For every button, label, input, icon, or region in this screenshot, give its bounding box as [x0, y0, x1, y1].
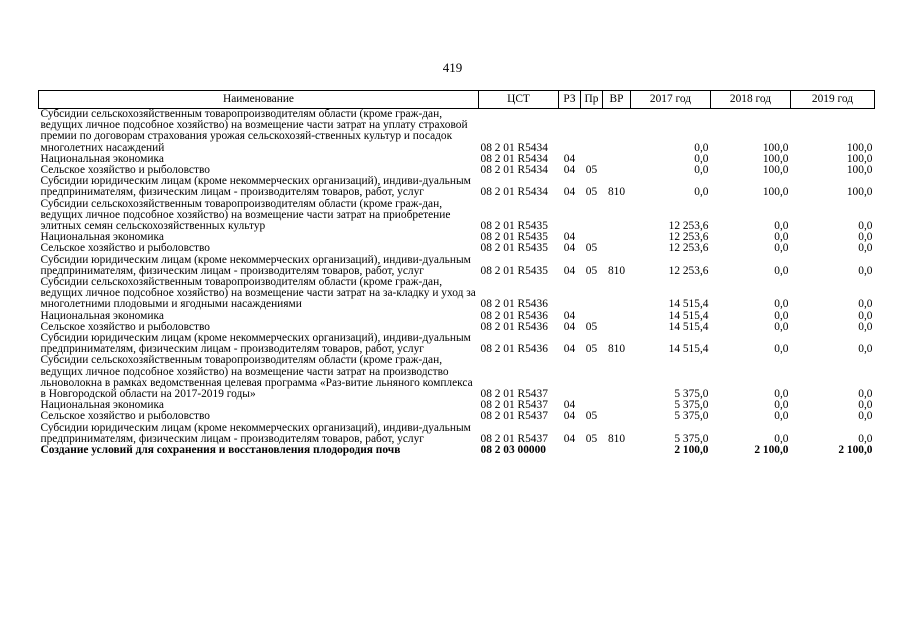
header-2017: 2017 год: [631, 91, 711, 109]
row-2017: 0,0: [694, 186, 709, 199]
row-2017: 12 253,6: [668, 231, 709, 244]
row-rz: 04: [563, 410, 576, 423]
header-vr: ВР: [603, 91, 631, 109]
row-2019: 0,0: [858, 432, 873, 445]
row-name: Субсидии сельскохозяйственным товаропроизводителям области (кроме граж-дан, ведущих личное подсобное хозяйство) на возмещение части затрат на приобретение элитных семян сельскохозяйственных культур: [40, 197, 451, 233]
row-vr: [603, 243, 631, 254]
row-rz: 04: [563, 399, 576, 412]
header-code: ЦСТ: [479, 91, 559, 109]
row-2018: 2 100,0: [754, 444, 789, 457]
row-rz: 04: [563, 432, 576, 445]
row-2017: 0,0: [694, 152, 709, 165]
row-2017: 5 375,0: [674, 399, 709, 412]
row-code: 08 2 01 R5435: [480, 220, 548, 233]
row-name: Субсидии сельскохозяйственным товаропроизводителям области (кроме граж-дан, ведущих личное подсобное хозяйство) на возмещение части затрат на за-кладку и уход за многолетними плодовыми и ягодными насаждениями: [40, 276, 476, 311]
row-pr: 05: [585, 264, 598, 277]
header-2019: 2019 год: [791, 91, 875, 109]
row-2018: 0,0: [774, 264, 789, 277]
row-2019: 0,0: [858, 298, 873, 311]
row-name: Национальная экономика: [40, 231, 164, 244]
row-2019: 0,0: [858, 309, 873, 322]
row-vr: 810: [607, 432, 626, 445]
row-vr: 810: [607, 264, 626, 277]
row-name: Субсидии юридическим лицам (кроме некоммерческих организаций), индиви-дуальным предпринимателям, физическим лицам - производителям товаров, работ, услуг: [40, 421, 471, 445]
row-vr: [603, 411, 631, 422]
row-pr: 05: [585, 410, 598, 423]
row-2018: 0,0: [774, 432, 789, 445]
row-code: 08 2 01 R5435: [480, 264, 548, 277]
row-rz: [559, 109, 581, 154]
row-name: Субсидии юридическим лицам (кроме некоммерческих организаций), индиви-дуальным предпринимателям, физическим лицам - производителям товаров, работ, услуг: [40, 332, 471, 356]
row-pr: [581, 445, 603, 456]
row-code: 08 2 01 R5436: [480, 298, 548, 311]
row-vr: [603, 232, 631, 243]
row-2019: 0,0: [858, 220, 873, 233]
row-vr: 810: [607, 186, 626, 199]
row-2018: 0,0: [774, 309, 789, 322]
row-2019: 2 100,0: [838, 444, 873, 457]
row-2017: 2 100,0: [674, 444, 709, 457]
row-rz: 04: [563, 231, 576, 244]
table-row: [39, 109, 875, 154]
row-2019: 0,0: [858, 264, 873, 277]
table-row: [39, 199, 875, 233]
row-name: Национальная экономика: [40, 152, 164, 165]
row-2018: 100,0: [762, 164, 789, 177]
row-vr: [603, 311, 631, 322]
row-code: 08 2 01 R5434: [480, 141, 548, 154]
row-pr: [581, 277, 603, 311]
row-name: Субсидии юридическим лицам (кроме некоммерческих организаций), индиви-дуальным предпринимателям, физическим лицам - производителям товаров, работ, услуг: [40, 175, 471, 199]
row-rz: [559, 199, 581, 233]
row-name: Сельское хозяйство и рыболовство: [40, 410, 210, 423]
header-2018: 2018 год: [711, 91, 791, 109]
row-rz: [559, 355, 581, 400]
page-number: 419: [442, 60, 463, 75]
row-rz: [559, 277, 581, 311]
row-2019: 0,0: [858, 320, 873, 333]
row-rz: 04: [563, 309, 576, 322]
row-name: Сельское хозяйство и рыболовство: [40, 164, 210, 177]
row-vr: [603, 322, 631, 333]
row-2017: 12 253,6: [668, 264, 709, 277]
row-2017: 0,0: [694, 164, 709, 177]
row-2019: 100,0: [846, 186, 873, 199]
row-vr: [603, 277, 631, 311]
row-rz: 04: [563, 164, 576, 177]
table-body: [39, 109, 875, 457]
row-pr: 05: [585, 186, 598, 199]
header-pr: Пр: [581, 91, 603, 109]
row-2019: 0,0: [858, 242, 873, 255]
table-row: [39, 255, 875, 277]
row-name: Сельское хозяйство и рыболовство: [40, 242, 210, 255]
row-2017: 14 515,4: [668, 309, 709, 322]
row-2018: 0,0: [774, 242, 789, 255]
row-pr: 05: [585, 242, 598, 255]
row-2018: 0,0: [774, 410, 789, 423]
row-name: Субсидии сельскохозяйственным товаропроизводителям области (кроме граж-дан, ведущих личное подсобное хозяйство) на возмещение части затрат на уплату страховой премии по договорам страхования урожая сельскохозяй-ственных культур и посадок многолетних насаждений: [40, 108, 468, 154]
row-code: 08 2 01 R5437: [480, 410, 548, 423]
row-rz: 04: [563, 152, 576, 165]
row-code: 08 2 01 R5435: [480, 242, 548, 255]
row-2017: 14 515,4: [668, 320, 709, 333]
row-2018: 100,0: [762, 186, 789, 199]
row-name: Субсидии юридическим лицам (кроме некоммерческих организаций), индиви-дуальным предпринимателям, физическим лицам - производителям товаров, работ, услуг: [40, 253, 471, 277]
row-vr: [603, 165, 631, 176]
row-2018: 0,0: [774, 343, 789, 356]
budget-table: [38, 90, 875, 456]
row-rz: 04: [563, 242, 576, 255]
row-rz: 04: [563, 186, 576, 199]
row-code: 08 2 01 R5436: [480, 343, 548, 356]
row-2019: 0,0: [858, 343, 873, 356]
row-code: 08 2 01 R5435: [480, 231, 548, 244]
table-row: [39, 176, 875, 198]
table-row: [39, 243, 875, 254]
row-2018: 0,0: [774, 231, 789, 244]
row-code: 08 2 01 R5434: [480, 152, 548, 165]
row-pr: 05: [585, 343, 598, 356]
row-2018: 0,0: [774, 298, 789, 311]
row-name: Субсидии сельскохозяйственным товаропроизводителям области (кроме граж-дан, ведущих личное подсобное хозяйство) на возмещение части затрат на производство льноволокна в рамках ведомственная целевая программа «Раз-витие льняного комплекса в Новгородской области на 2017-2019 годы»: [40, 354, 473, 401]
table-row: [39, 333, 875, 355]
row-2017: 0,0: [694, 141, 709, 154]
row-rz: [559, 445, 581, 456]
row-2018: 0,0: [774, 320, 789, 333]
table-row: [39, 355, 875, 400]
row-pr: 05: [585, 164, 598, 177]
row-code: 08 2 01 R5434: [480, 164, 548, 177]
table-row: [39, 277, 875, 311]
row-2017: 5 375,0: [674, 388, 709, 401]
row-2018: 0,0: [774, 399, 789, 412]
row-vr: [603, 154, 631, 165]
row-vr: [603, 445, 631, 456]
row-name: Национальная экономика: [40, 399, 164, 412]
table-row: [39, 445, 875, 456]
header-rz: РЗ: [559, 91, 581, 109]
row-vr: [603, 199, 631, 233]
row-2019: 0,0: [858, 410, 873, 423]
table-row: [39, 411, 875, 422]
row-vr: [603, 355, 631, 400]
row-2017: 14 515,4: [668, 343, 709, 356]
row-2018: 100,0: [762, 152, 789, 165]
row-2019: 100,0: [846, 141, 873, 154]
row-rz: 04: [563, 264, 576, 277]
row-code: 08 2 01 R5436: [480, 320, 548, 333]
row-2017: 12 253,6: [668, 242, 709, 255]
row-2019: 100,0: [846, 164, 873, 177]
row-vr: [603, 109, 631, 154]
row-code: 08 2 01 R5437: [480, 399, 548, 412]
row-2018: 100,0: [762, 141, 789, 154]
row-2017: 12 253,6: [668, 220, 709, 233]
row-vr: [603, 400, 631, 411]
row-name: Сельское хозяйство и рыболовство: [40, 320, 210, 333]
table-header-row: [39, 91, 875, 109]
row-2018: 0,0: [774, 220, 789, 233]
row-2017: 5 375,0: [674, 410, 709, 423]
row-vr: 810: [607, 343, 626, 356]
row-code: 08 2 01 R5434: [480, 186, 548, 199]
table-row: [39, 423, 875, 445]
row-rz: 04: [563, 343, 576, 356]
row-2017: 14 515,4: [668, 298, 709, 311]
row-pr: 05: [585, 432, 598, 445]
row-2019: 0,0: [858, 231, 873, 244]
row-2018: 0,0: [774, 388, 789, 401]
row-name: Создание условий для сохранения и восстановления плодородия почв: [40, 444, 401, 457]
row-pr: [581, 355, 603, 400]
row-code: 08 2 03 00000: [480, 444, 546, 457]
row-2017: 5 375,0: [674, 432, 709, 445]
row-pr: [581, 199, 603, 233]
header-name: Наименование: [39, 91, 479, 109]
row-pr: 05: [585, 320, 598, 333]
row-name: Национальная экономика: [40, 309, 164, 322]
row-code: 08 2 01 R5437: [480, 432, 548, 445]
row-code: 08 2 01 R5437: [480, 388, 548, 401]
row-2019: 0,0: [858, 388, 873, 401]
row-rz: 04: [563, 320, 576, 333]
row-code: 08 2 01 R5436: [480, 309, 548, 322]
row-2019: 100,0: [846, 152, 873, 165]
row-2019: 0,0: [858, 399, 873, 412]
row-pr: [581, 109, 603, 154]
